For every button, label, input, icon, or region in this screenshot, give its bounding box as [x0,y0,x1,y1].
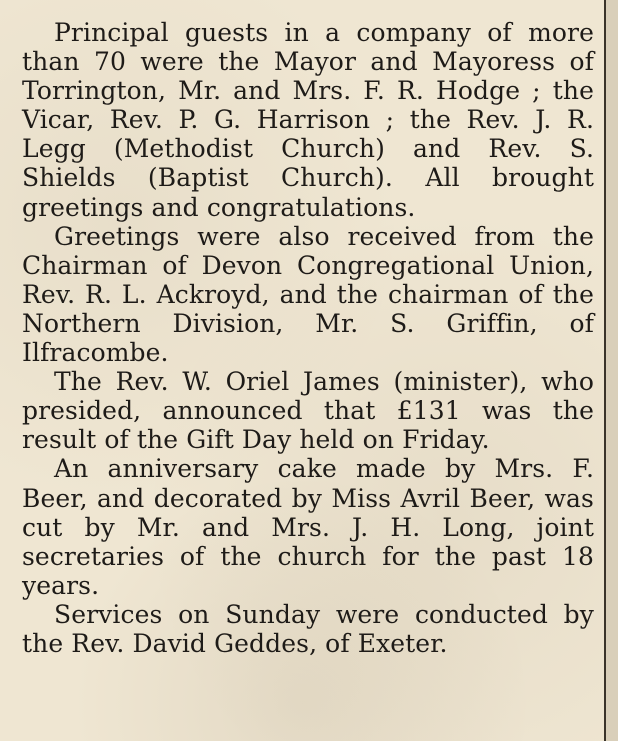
paragraph-guests: Principal guests in a company of more than 70 were the Mayor and Mayoress of Torrington, Mr. and Mrs. F. R. Hodge ; the Vicar, Rev. P. G. Harrison ; the Rev. J. R. Legg (Methodist Church) and Rev. S. Shields (Baptist Church). All brought greetings and congratulations. [22,18,594,222]
adjacent-column-margin [606,0,618,741]
paragraph-gift-day: The Rev. W. Oriel James (minister), who presided, announced that £131 was the result of the Gift Day held on Friday. [22,367,594,455]
paragraph-greetings: Greetings were also received from the Chairman of Devon Congregational Union, Rev. R. L. Ackroyd, and the chairman of the Northern Division, Mr. S. Griffin, of Ilfracombe. [22,221,594,368]
paragraph-anniversary-cake: An anniversary cake made by Mrs. F. Beer, and decorated by Miss Avril Beer, was cut by Mr. and Mrs. J. H. Long, joint secretaries of the church for the past 18 years. [22,454,594,600]
paragraph-services: Services on Sunday were conducted by the Rev. David Geddes, of Exeter. [22,599,594,658]
article-body [22,18,594,658]
